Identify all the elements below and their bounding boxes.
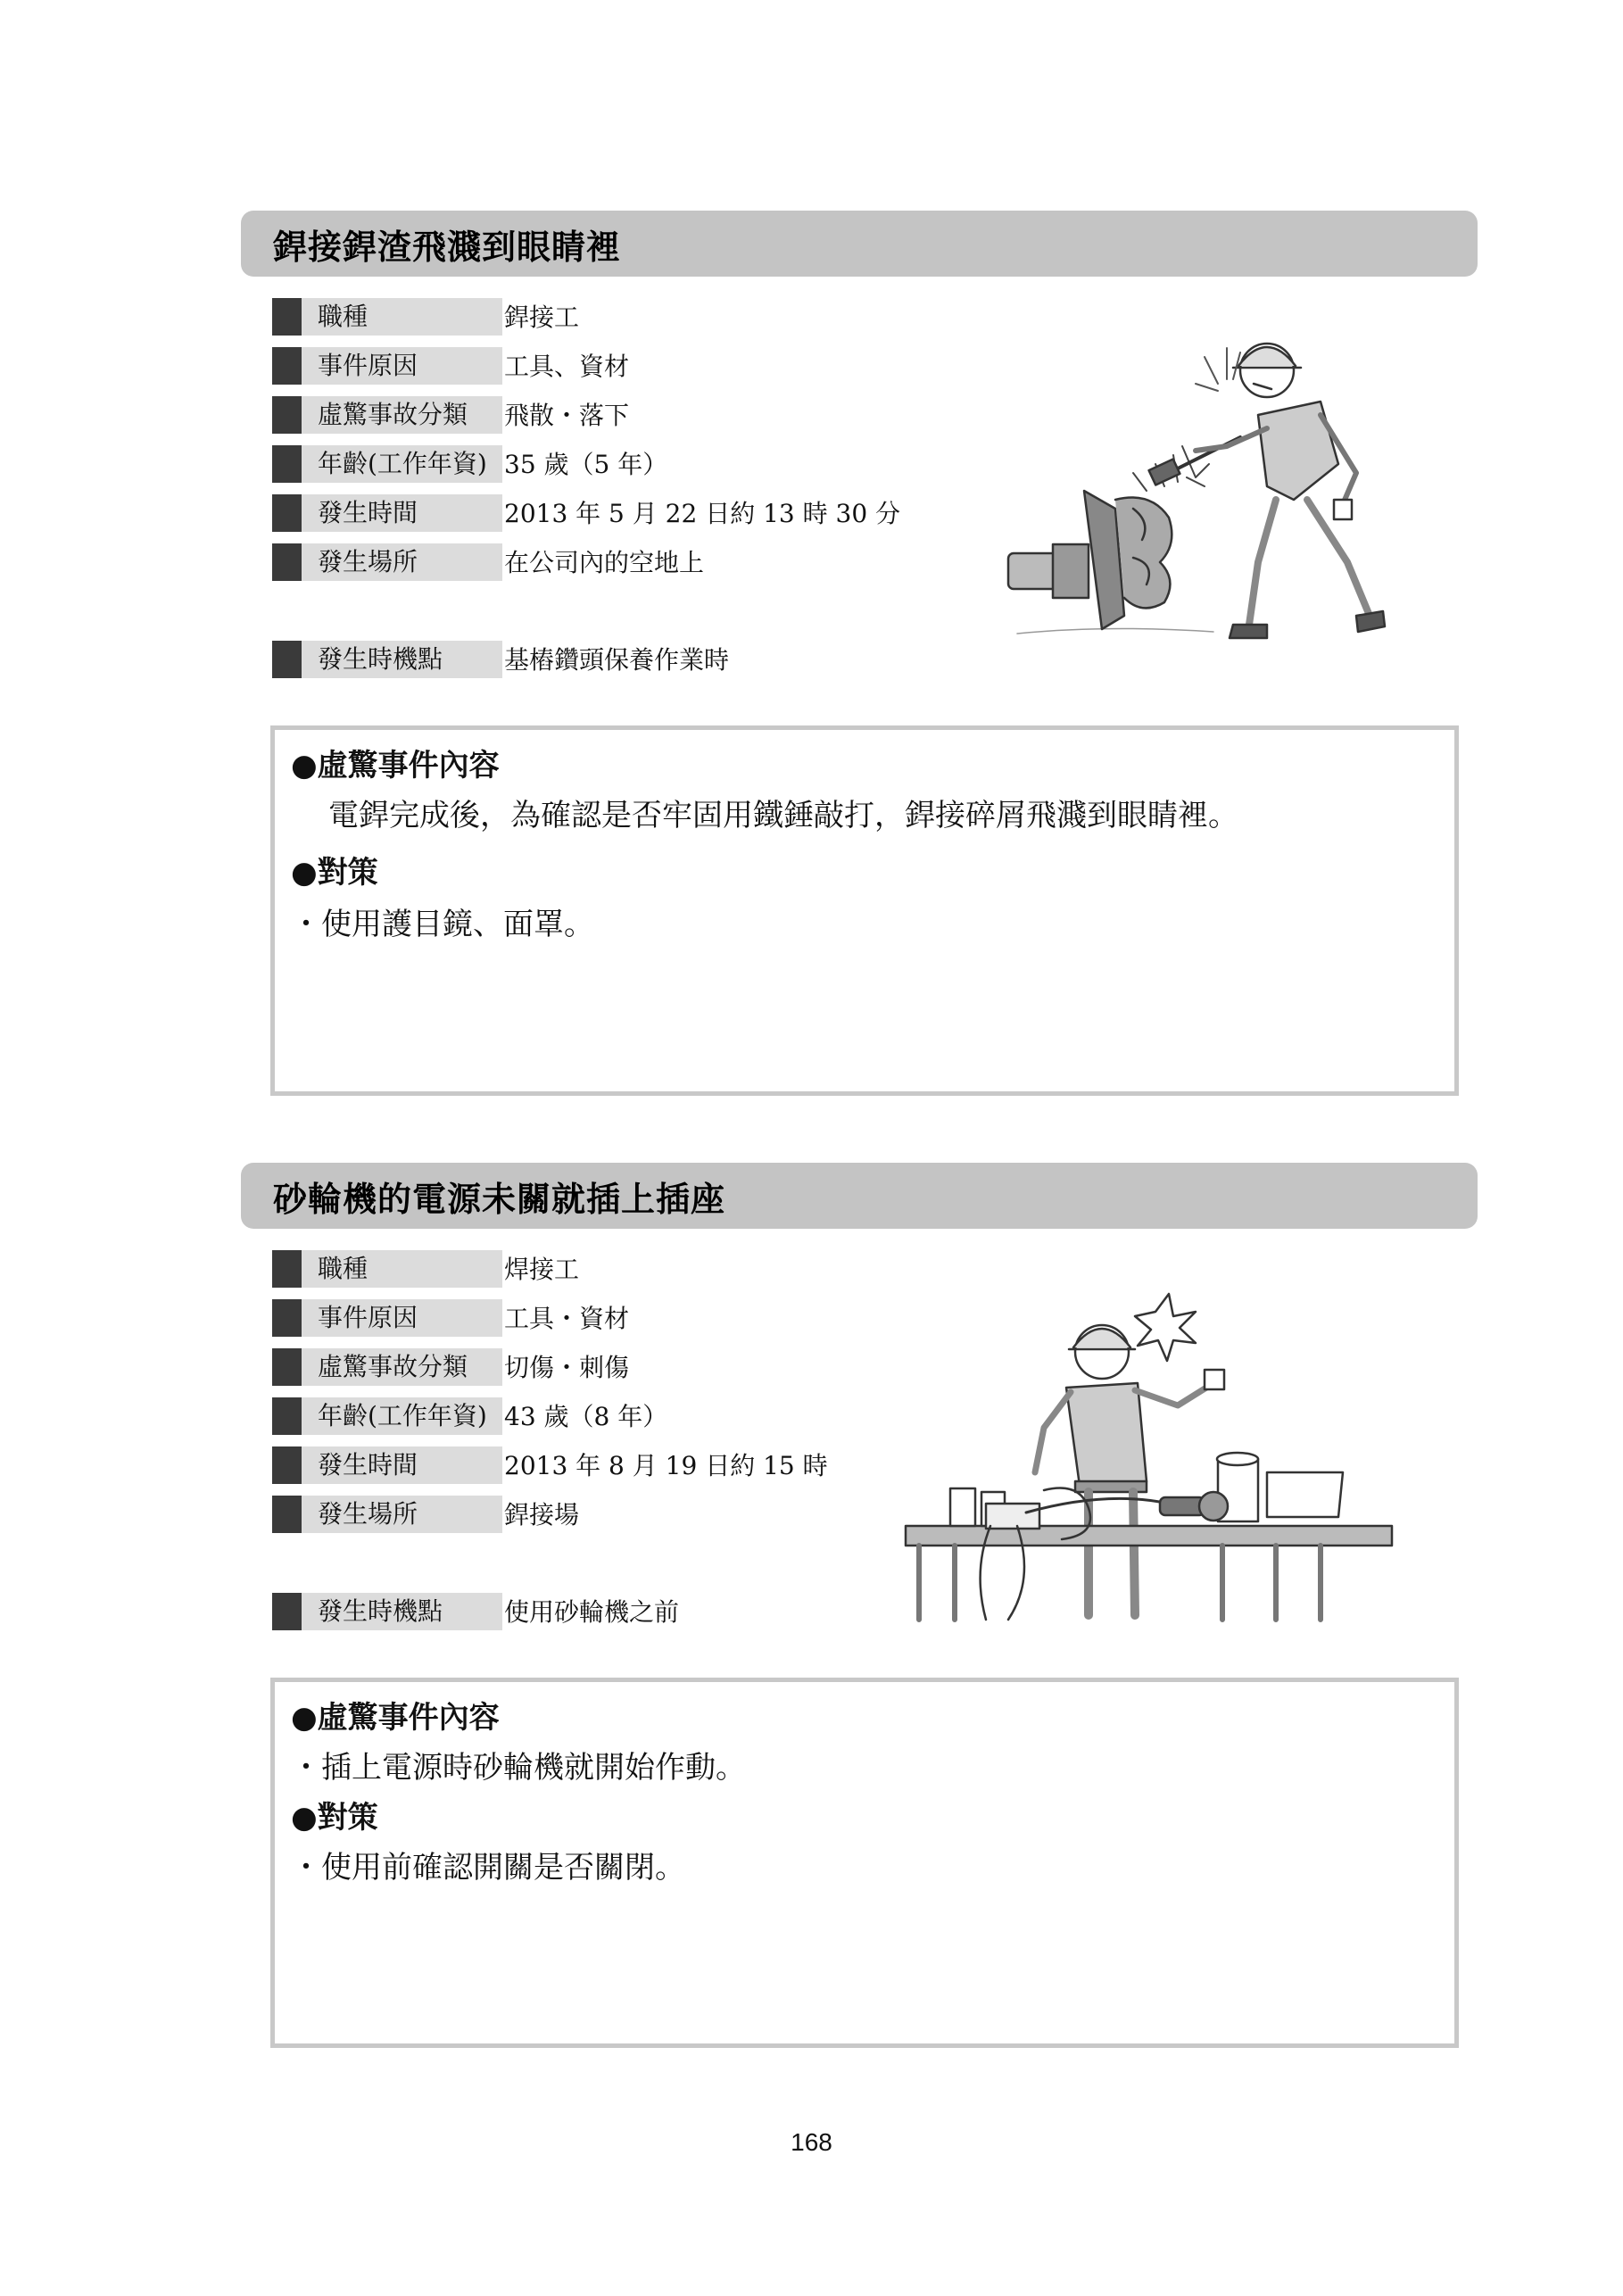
info-value: 2013 年 5 月 22 日約 13 時 30 分 (504, 499, 901, 528)
measures-text: ・使用前確認開關是否關閉。 (291, 1850, 685, 1886)
row-marker (272, 445, 302, 483)
row-marker (272, 1446, 302, 1484)
info-value: 銲接場 (504, 1500, 580, 1529)
info-label: 發生場所 (302, 1496, 502, 1533)
row-marker (272, 1593, 302, 1630)
info-value: 使用砂輪機之前 (504, 1597, 680, 1627)
info-label: 發生場所 (302, 543, 502, 581)
info-label: 虛驚事故分類 (302, 396, 502, 434)
row-marker (272, 494, 302, 532)
info-value: 飛散・落下 (504, 401, 630, 430)
row-marker (272, 1299, 302, 1337)
incident-content-box (270, 725, 1459, 1096)
info-value: 在公司內的空地上 (504, 548, 705, 577)
info-label: 年齡(工作年資) (302, 1397, 502, 1435)
grinder-startup-illustration (901, 1285, 1401, 1624)
content-heading: ●虛驚事件內容 (291, 1700, 500, 1736)
content-text: ・插上電源時砂輪機就開始作動。 (291, 1750, 746, 1786)
row-marker (272, 1348, 302, 1386)
row-marker (272, 641, 302, 678)
measures-heading: ●對策 (291, 1800, 378, 1836)
info-value: 切傷・刺傷 (504, 1353, 630, 1382)
info-value: 2013 年 8 月 19 日約 15 時 (504, 1451, 828, 1480)
info-label: 發生時間 (302, 1446, 502, 1484)
incident-content-box (270, 1678, 1459, 2048)
case-title: 砂輪機的電源未關就插上插座 (273, 1180, 726, 1219)
row-marker (272, 1397, 302, 1435)
content-heading: ●虛驚事件內容 (291, 748, 500, 783)
case-title-bar (241, 211, 1478, 277)
info-label: 事件原因 (302, 347, 502, 385)
welder-hammering-illustration (999, 330, 1401, 651)
page-number: 168 (791, 2128, 832, 2156)
case-title-bar (241, 1163, 1478, 1229)
row-marker (272, 1250, 302, 1288)
info-value: 基樁鑽頭保養作業時 (504, 645, 730, 675)
info-value: 工具・資材 (504, 1304, 630, 1333)
info-value: 43 歲（8 年） (504, 1402, 668, 1431)
info-label: 發生時機點 (302, 1593, 502, 1630)
info-label: 發生時機點 (302, 641, 502, 678)
info-value: 35 歲（5 年） (504, 450, 668, 479)
info-value: 焊接工 (504, 1255, 580, 1284)
measures-text: ・使用護目鏡、面罩。 (291, 907, 594, 942)
row-marker (272, 347, 302, 385)
info-value: 工具、資材 (504, 352, 630, 381)
info-label: 虛驚事故分類 (302, 1348, 502, 1386)
info-label: 事件原因 (302, 1299, 502, 1337)
row-marker (272, 396, 302, 434)
row-marker (272, 1496, 302, 1533)
row-marker (272, 298, 302, 336)
measures-heading: ●對策 (291, 855, 378, 891)
row-marker (272, 543, 302, 581)
info-label: 職種 (302, 1250, 502, 1288)
info-value: 銲接工 (504, 303, 580, 332)
info-label: 發生時間 (302, 494, 502, 532)
info-label: 年齡(工作年資) (302, 445, 502, 483)
info-label: 職種 (302, 298, 502, 336)
content-text: 電銲完成後，為確認是否牢固用鐵錘敲打，銲接碎屑飛濺到眼睛裡。 (328, 798, 1238, 833)
case-title: 銲接銲渣飛濺到眼睛裡 (273, 228, 622, 267)
